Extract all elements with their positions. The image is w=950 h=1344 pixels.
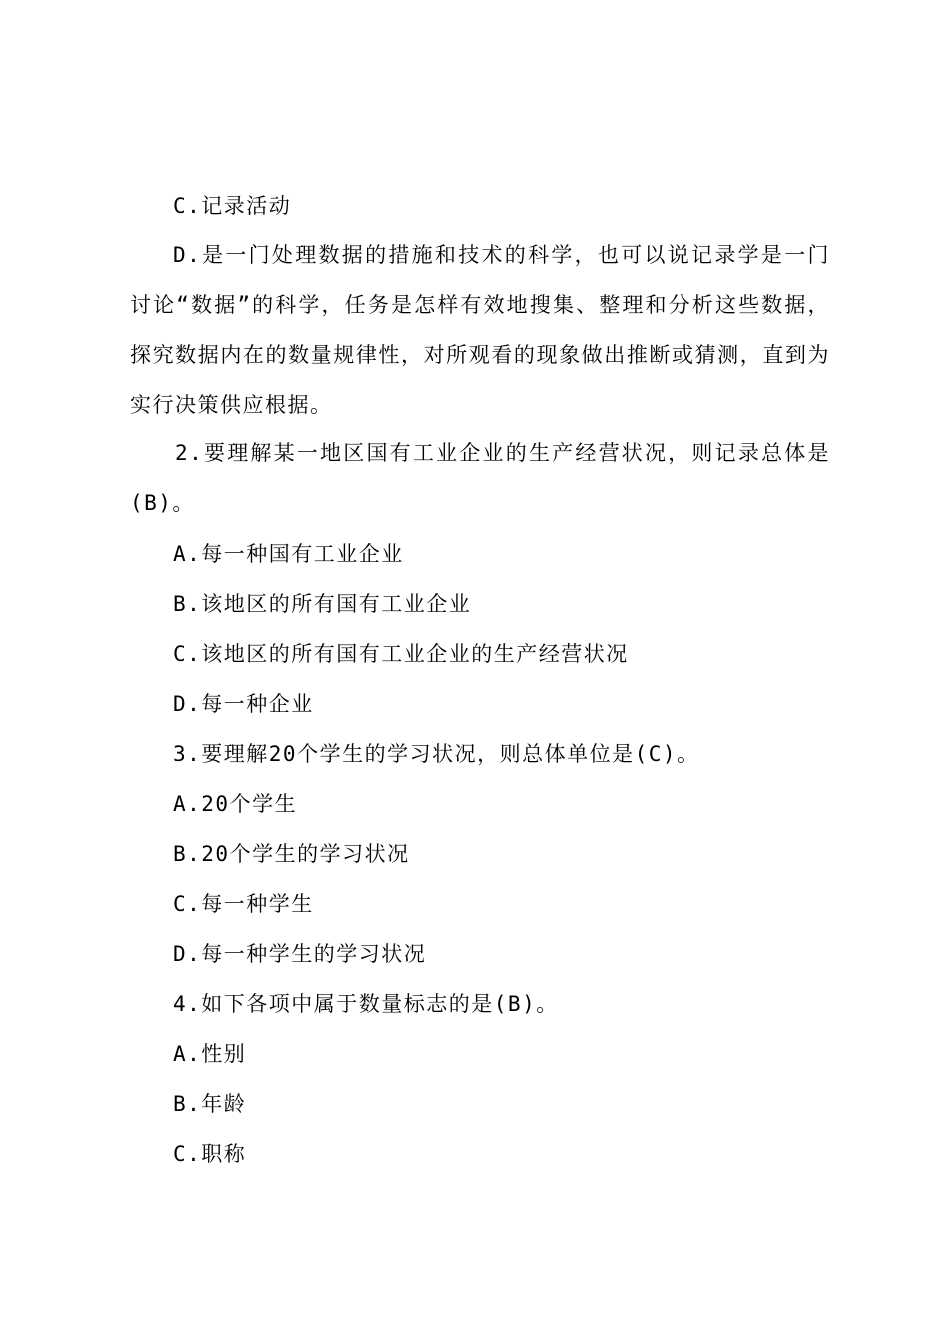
q2-option-a: A.每一种国有工业企业 — [173, 542, 404, 566]
q2-question: 2.要理解某一地区国有工业企业的生产经营状况，则记录总体是(B)。 — [130, 441, 830, 515]
q1-option-c: C.记录活动 — [173, 194, 292, 218]
q4-option-c: C.职称 — [173, 1142, 247, 1166]
q4-question: 4.如下各项中属于数量标志的是(B)。 — [173, 992, 559, 1016]
q3-option-d: D.每一种学生的学习状况 — [173, 942, 427, 966]
q3-option-b: B.20个学生的学习状况 — [173, 842, 410, 866]
q3-option-c: C.每一种学生 — [173, 892, 314, 916]
q3-option-a: A.20个学生 — [173, 792, 298, 816]
q2-option-b: B.该地区的所有国有工业企业 — [173, 592, 472, 616]
q2-option-c: C.该地区的所有国有工业企业的生产经营状况 — [173, 642, 629, 666]
q2-option-d: D.每一种企业 — [173, 692, 314, 716]
q3-question: 3.要理解20个学生的学习状况，则总体单位是(C)。 — [173, 742, 700, 766]
q4-option-a: A.性别 — [173, 1042, 247, 1066]
q4-option-b: B.年龄 — [173, 1092, 247, 1116]
q1-option-d: D.是一门处理数据的措施和技术的科学，也可以说记录学是一门讨论“数据”的科学，任务是怎样有效地搜集、整理和分析这些数据，探究数据内在的数量规律性，对所观看的现象做出推断或猜测，直到为实行决策供应根据。 — [130, 243, 830, 417]
